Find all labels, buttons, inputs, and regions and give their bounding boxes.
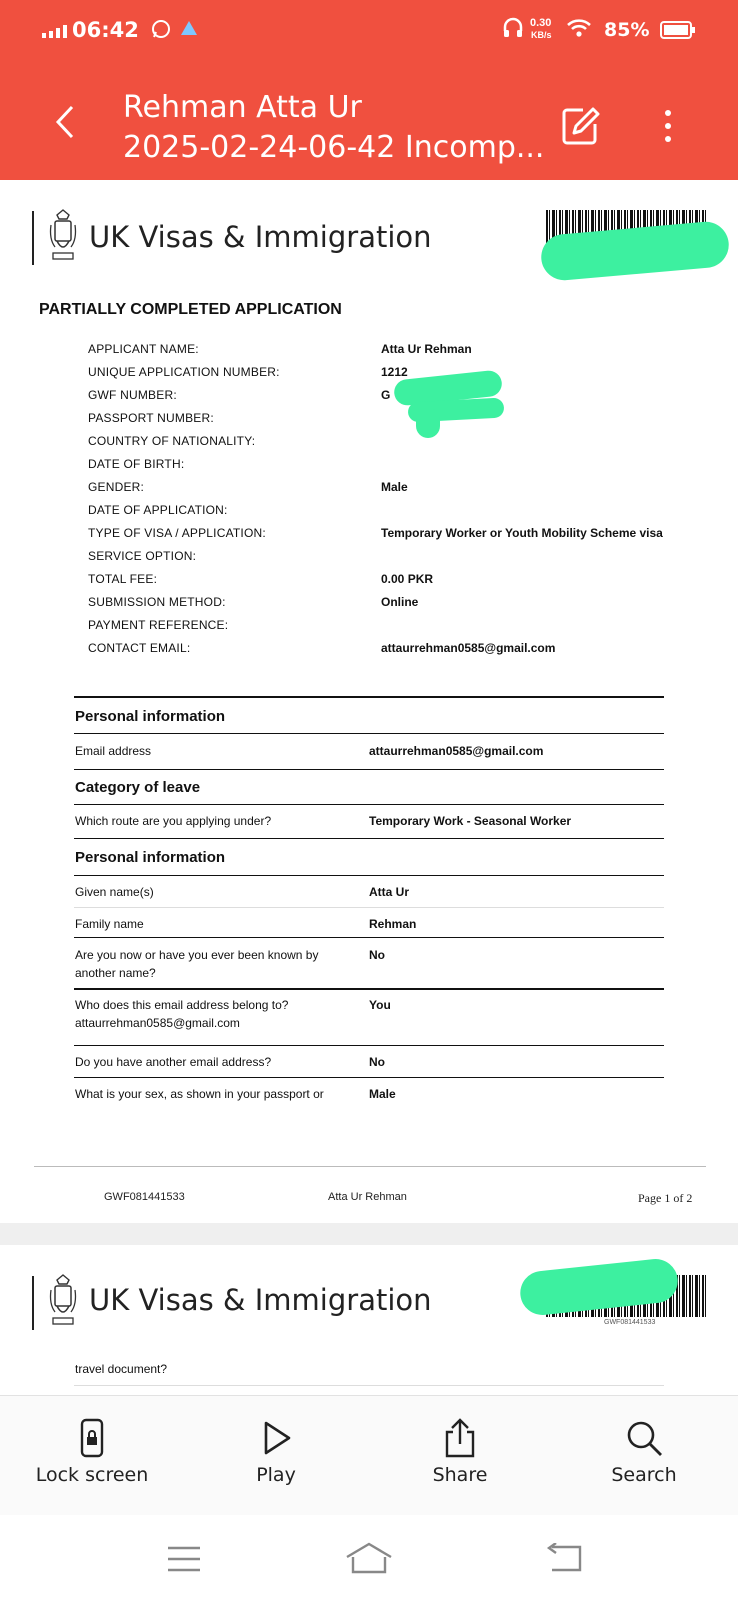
- category-heading: Category of leave: [75, 779, 201, 796]
- play-label: Play: [256, 1464, 296, 1486]
- summary-label: GENDER:: [88, 480, 145, 494]
- signal-icon: [42, 24, 68, 38]
- summary-label: PASSPORT NUMBER:: [88, 411, 214, 425]
- email-label: Email address: [75, 744, 152, 758]
- route-question: Which route are you applying under?: [75, 814, 272, 828]
- another-email-answer: No: [369, 1055, 385, 1069]
- share-label: Share: [432, 1464, 488, 1486]
- divider: [74, 1077, 664, 1078]
- summary-label: TYPE OF VISA / APPLICATION:: [88, 526, 266, 540]
- summary-label: PAYMENT REFERENCE:: [88, 618, 229, 632]
- divider: [74, 1045, 664, 1046]
- document-title-line2: 2025-02-24-06-42 Incomp...: [123, 130, 545, 165]
- given-name-value: Atta Ur: [369, 885, 410, 899]
- action-bar: [0, 1395, 738, 1515]
- play-icon: [256, 1418, 296, 1458]
- sex-question: What is your sex, as shown in your passport or: [75, 1087, 324, 1101]
- redaction-mark: [416, 408, 440, 438]
- barcode-caption: GWF081441533: [604, 1319, 656, 1326]
- menu-icon[interactable]: [166, 1545, 202, 1578]
- search-button[interactable]: [552, 1396, 736, 1516]
- summary-value: 1212: [381, 365, 408, 379]
- net-speed-value: 0.30: [530, 17, 552, 29]
- row-separator: [74, 907, 664, 908]
- divider: [74, 875, 664, 876]
- system-nav-bar: [0, 1515, 738, 1600]
- summary-value: G: [381, 388, 391, 402]
- summary-label: GWF NUMBER:: [88, 388, 177, 402]
- given-name-label: Given name(s): [75, 885, 154, 899]
- logo-divider: [32, 211, 34, 265]
- family-name-label: Family name: [75, 917, 144, 931]
- status-time: 06:42: [72, 18, 139, 42]
- org-name: UK Visas & Immigration: [89, 1283, 432, 1317]
- battery-icon: [660, 20, 696, 45]
- divider: [74, 937, 664, 938]
- footer-rule: [34, 1166, 706, 1167]
- row-separator: [74, 1385, 664, 1386]
- divider: [74, 696, 664, 698]
- summary-label: SERVICE OPTION:: [88, 549, 197, 563]
- more-options-icon[interactable]: [662, 108, 674, 144]
- email-owner-question: Who does this email address belong to? attaurrehman0585@gmail.com: [75, 998, 289, 1030]
- summary-value: Atta Ur Rehman: [381, 342, 472, 356]
- logo-divider: [32, 1276, 34, 1330]
- org-name: UK Visas & Immigration: [89, 220, 432, 254]
- divider: [74, 769, 664, 770]
- app-bar: [0, 62, 738, 180]
- document-title-line1: Rehman Atta Ur: [123, 90, 362, 125]
- summary-value: Male: [381, 480, 408, 494]
- lock-screen-button[interactable]: [0, 1396, 184, 1516]
- back-icon[interactable]: [50, 104, 80, 140]
- summary-label: TOTAL FEE:: [88, 572, 158, 586]
- summary-value: 0.00 PKR: [381, 572, 434, 586]
- edit-icon[interactable]: [561, 106, 601, 146]
- upload-triangle-icon: [180, 20, 198, 41]
- personal-info-heading: Personal information: [75, 708, 226, 725]
- email-owner-answer: You: [369, 998, 391, 1012]
- footer-name: Atta Ur Rehman: [328, 1191, 407, 1203]
- royal-crest-icon: [48, 209, 78, 265]
- battery-percent: 85%: [604, 19, 650, 41]
- status-bar: [0, 0, 738, 62]
- search-label: Search: [611, 1464, 677, 1486]
- personal-info-heading-2: Personal information: [75, 849, 226, 866]
- summary-label: APPLICANT NAME:: [88, 342, 199, 356]
- summary-value: Temporary Worker or Youth Mobility Scheme visa: [381, 526, 663, 540]
- summary-value: attaurrehman0585@gmail.com: [381, 641, 556, 655]
- lock-screen-icon: [72, 1418, 112, 1458]
- another-email-question: Do you have another email address?: [75, 1055, 272, 1069]
- known-by-question: Are you now or have you ever been known by another name?: [75, 948, 319, 980]
- whatsapp-icon: [150, 18, 172, 45]
- summary-label: SUBMISSION METHOD:: [88, 595, 226, 609]
- wifi-icon: [566, 18, 592, 43]
- pdf-page-2: [0, 1245, 738, 1395]
- play-button[interactable]: [184, 1396, 368, 1516]
- route-answer: Temporary Work - Seasonal Worker: [369, 814, 572, 828]
- summary-value: Online: [381, 595, 419, 609]
- divider: [74, 733, 664, 734]
- known-by-answer: No: [369, 948, 385, 962]
- summary-label: COUNTRY OF NATIONALITY:: [88, 434, 256, 448]
- footer-gwf: GWF081441533: [104, 1191, 185, 1203]
- sex-answer: Male: [369, 1087, 396, 1101]
- divider: [74, 804, 664, 805]
- search-icon: [624, 1418, 664, 1458]
- net-speed-unit: KB/s: [531, 30, 552, 40]
- footer-page: Page 1 of 2: [638, 1191, 693, 1205]
- royal-crest-icon: [48, 1274, 78, 1330]
- pdf-page-1: [0, 180, 738, 1223]
- family-name-value: Rehman: [369, 917, 417, 931]
- headphones-icon: [502, 17, 524, 44]
- email-value: attaurrehman0585@gmail.com: [369, 744, 544, 758]
- section-title: PARTIALLY COMPLETED APPLICATION: [39, 301, 342, 318]
- home-icon[interactable]: [344, 1541, 394, 1580]
- divider: [74, 988, 664, 990]
- summary-label: UNIQUE APPLICATION NUMBER:: [88, 365, 280, 379]
- share-button[interactable]: [368, 1396, 552, 1516]
- summary-label: DATE OF APPLICATION:: [88, 503, 228, 517]
- lock-screen-label: Lock screen: [35, 1464, 149, 1486]
- back-nav-icon[interactable]: [544, 1543, 584, 1578]
- divider: [74, 838, 664, 839]
- share-icon: [440, 1418, 480, 1458]
- summary-label: DATE OF BIRTH:: [88, 457, 185, 471]
- page2-question-text: travel document?: [75, 1362, 168, 1376]
- summary-label: CONTACT EMAIL:: [88, 641, 191, 655]
